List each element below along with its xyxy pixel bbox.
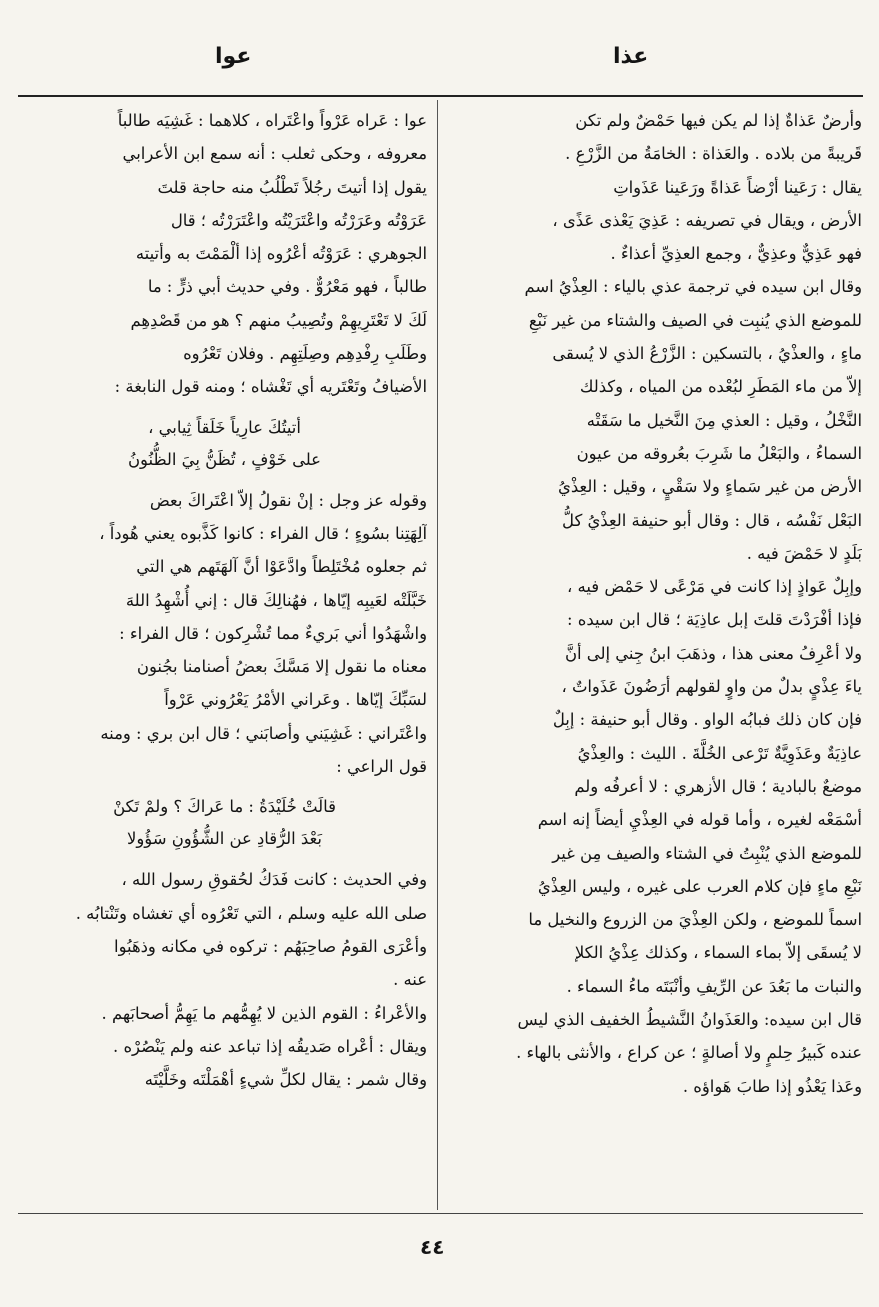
text-line: الأرض من غير سَماءٍ ولا سَقْيٍ ، وقيل : العِذْيُ <box>557 477 862 497</box>
text-line: وإبِلٌ عَواذٍ إذا كانت في مَرْعًى لا حَمْض فيه ، <box>567 577 862 597</box>
text-line: خَبَّلَتْه لعَيبِه إيّاها ، فهُنالِكَ قال : إني أُشْهِدُ اللهَ <box>125 590 427 610</box>
text-line: ثم جعلوه مُخْتَلِطاً وادَّعَوْا أنَّ آلهَتَهم هي التي <box>136 557 427 577</box>
text-line: فإن كان ذلك فبابُه الواو . وقال أبو حنيفة : إبِلٌ <box>552 710 862 730</box>
text-line: اسماً للموضع ، ولكن العِذْيَ من الزروع والنخيل ما <box>528 910 862 930</box>
text-line: والنبات ما بَعُدَ عن الرِّيفِ وأنْبَتَه ماءُ السماء . <box>566 976 862 996</box>
text-line: وأرضٌ عَذاةٌ إذا لم يكن فيها حَمْضٌ ولم تكن <box>575 111 862 130</box>
text-line: عاذِيَةٌ وعَذَوِيَّةٌ تَرْعى الخُلَّةَ . الليث : والعِذْيُ <box>577 743 862 763</box>
text-line: عنده كَبيرُ حِلمٍ ولا أصالةٍ ؛ عن كراع ، والأنثى بالهاء . <box>516 1043 862 1063</box>
text-line: فإذا أفْرَدْتَ قلتَ إبل عاذِيَة ؛ قال ابن سيده : <box>567 610 862 630</box>
verse-line: على خَوْفٍ ، تُظَنُّ بِيَ الظُّنُونُ <box>128 449 321 469</box>
text-line: واشْهَدُوا أني بَريءٌ مما تُشْرِكون ؛ قال الفراء : <box>119 623 427 643</box>
text-line: وقال ابن سيده في ترجمة عذي بالياء : العِذْيُ اسم <box>524 277 862 297</box>
text-line: وقال شمر : يقال لكلِّ شيءٍ أهْمَلْتَه وخَلَّيْتَه <box>144 1070 427 1090</box>
text-line: واعْتَراني : غَشِيَني وأصابَني ؛ قال ابن بري : ومنه <box>100 723 427 743</box>
spacer <box>22 404 427 412</box>
text-line: معناه ما نقول إلا مَسَّكَ بعضُ أصنامنا بجُنون <box>136 657 427 677</box>
text-line: وأعْرَى القومُ صاحِبَهُم : تركوه في مكانه وذهَبُوا <box>114 936 427 956</box>
right-column <box>447 104 862 1103</box>
text-line: وطَلَبِ رِفْدِهِم وصِلَتِهِم . وفلان تَعْرُوه <box>183 344 427 364</box>
text-line: للموضع الذي يُنبِت في الصيف والشتاء من غير نَبْعِ <box>528 310 862 330</box>
text-line: قَريبةً من بلاده . والعَذاة : الخامَةُ من الزَّرْعِ . <box>565 144 862 164</box>
text-line: موضعٌ بالبادية ؛ قال الأزهري : لا أعرفُه ولم <box>574 776 862 796</box>
text-line: صلى الله عليه وسلم ، التي تَعْرُوه أي تغشاه وتَنْتابُه . <box>75 903 427 923</box>
text-line: معروفه ، وحكى ثعلب : أنه سمع ابن الأعرابي <box>122 144 427 164</box>
text-line: النَّخْلُ ، وقيل : العذي مِنَ النَّخيل ما سَقَتْه <box>586 410 862 430</box>
text-line: يقول إذا أتيتَ رجُلاً تَطْلُبُ منه حاجة قلتَ <box>157 177 427 197</box>
bottom-rule <box>18 1213 863 1214</box>
text-line: لسَبِّكَ إيّاها . وعَراني الأمْرُ يَعْرُوني عَرْواً <box>164 690 427 710</box>
text-line: لا يُسقَى إلاّ بماء السماء ، وكذلك عِذْيُ الكلإ <box>574 943 862 963</box>
text-line: قول الراعي : <box>336 757 427 777</box>
spacer <box>22 476 427 484</box>
text-line: فهو عَذِيٌّ وعذِيٌّ ، وجمع العذِيِّ أعذاءٌ . <box>610 244 862 264</box>
text-line: لَكَ لا تَعْتَرِيهِمْ وتُصِيبُ منهم ؟ هو من قَصْدِهِم <box>130 310 427 330</box>
verse-line: بَعْدَ الرُّقادِ عن الشُّؤُونِ سَؤُولا <box>127 829 322 849</box>
text-line: عَرَوْتُه وعَرَرْتُه واعْتَرَيْتُه واعْتَرَرْتُه ؛ قال <box>170 210 427 230</box>
text-line: أسْمَعْه لغيره ، وأما قوله في العِذْيِ أيضاً إنه اسم <box>537 810 862 830</box>
text-line: وفي الحديث : كانت فَدَكُ لحُقوقِ رسول الله ، <box>121 870 427 890</box>
text-line: وعَذا يَعْذُو إذا طابَ هَواؤه . <box>682 1076 862 1096</box>
text-line: الجوهري : عَرَوْتُه أعْرُوه إذا ألْمَمْتَ به وأتيته <box>135 244 427 264</box>
text-line: ولا أعْرِفُ معنى هذا ، وذهَبَ ابنُ جِني إلى أنَّ <box>565 643 862 663</box>
text-line: آلِهَتِنا بسُوءٍ ؛ قال الفراء : كانوا كَذَّبوه يعني هُوداً ، <box>99 523 427 543</box>
left-column <box>22 104 427 1096</box>
text-line: نَبْعِ ماءٍ فإن كلام العرب على غيره ، وليس العِذْيُ <box>537 876 862 896</box>
text-line: الأرض ، ويقال في تصريفه : عَذِيَ يَعْذى عَذًى ، <box>552 210 862 230</box>
text-line: السماءُ ، والبَعْلُ ما شَرِبَ بعُروقه من عيون <box>576 443 862 463</box>
text-line: والأعْراءُ : القوم الذين لا يُهِمُّهم ما يَهِمُّ أصحابَهم . <box>101 1003 427 1023</box>
verse-line: قالَتْ خُلَيْدَةُ : ما عَراكَ ؟ ولمْ تَكنْ <box>113 797 336 817</box>
text-line: يقال : رَعَينا أرْضاً عَذاةً ورَعَينا عَذَواتِ <box>613 177 862 197</box>
text-line: عنه . <box>393 970 427 990</box>
text-line: بَلَدٍ لا حَمْضَ فيه . <box>746 543 862 563</box>
verse-line: أتيتُكَ عارِياً خَلَقاً ثِيابي ، <box>148 417 301 437</box>
top-rule <box>18 95 863 97</box>
text-line: وقوله عز وجل : إنْ نقولُ إلاّ اعْتَراكَ بعض <box>149 490 427 510</box>
text-line: طالباً ، فهو مَعْرُوٌّ . وفي حديث أبي ذرٍّ : ما <box>147 277 427 297</box>
text-line: ماءٍ ، والعذْيُ ، بالتسكين : الزَّرْعُ الذي لا يُسقى <box>552 344 862 364</box>
text-line: ياءَ عِذْيٍ بدلٌ من واوٍ لقولهم أرَضُونَ عَذَواتٌ ، <box>561 677 862 697</box>
text-line: عوا : عَراه عَرْواً واعْتَراه ، كلاهما : غَشِيَه طالباً <box>117 111 427 130</box>
spacer <box>22 855 427 863</box>
page-number: ٤٤ <box>420 1235 445 1259</box>
column-divider <box>437 100 438 1210</box>
header-word-left: عوا <box>215 44 252 69</box>
header-word-right: عذا <box>613 44 649 69</box>
text-line: للموضع الذي يُنْبِتُ في الشتاء والصيف مِن غير <box>552 843 862 863</box>
text-line: ويقال : أعْراه صَديقُه إذا تباعد عنه ولم يَنْصُرْه . <box>113 1036 427 1056</box>
text-line: إلاّ من ماء المَطَرِ لبُعْده من المياه ، وكذلك <box>579 377 862 397</box>
text-line: قال ابن سيده: والعَذَوانُ النَّشيطُ الخفيف الذي ليس <box>517 1010 862 1030</box>
text-line: الأضيافُ وتَعْتَريه أي تَغْشاه ؛ ومنه قول النابغة : <box>114 377 427 397</box>
spacer <box>22 783 427 791</box>
text-line: البَعْل نَفْسُه ، قال : وقال أبو حنيفة العِذْيُ كلُّ <box>562 510 862 530</box>
